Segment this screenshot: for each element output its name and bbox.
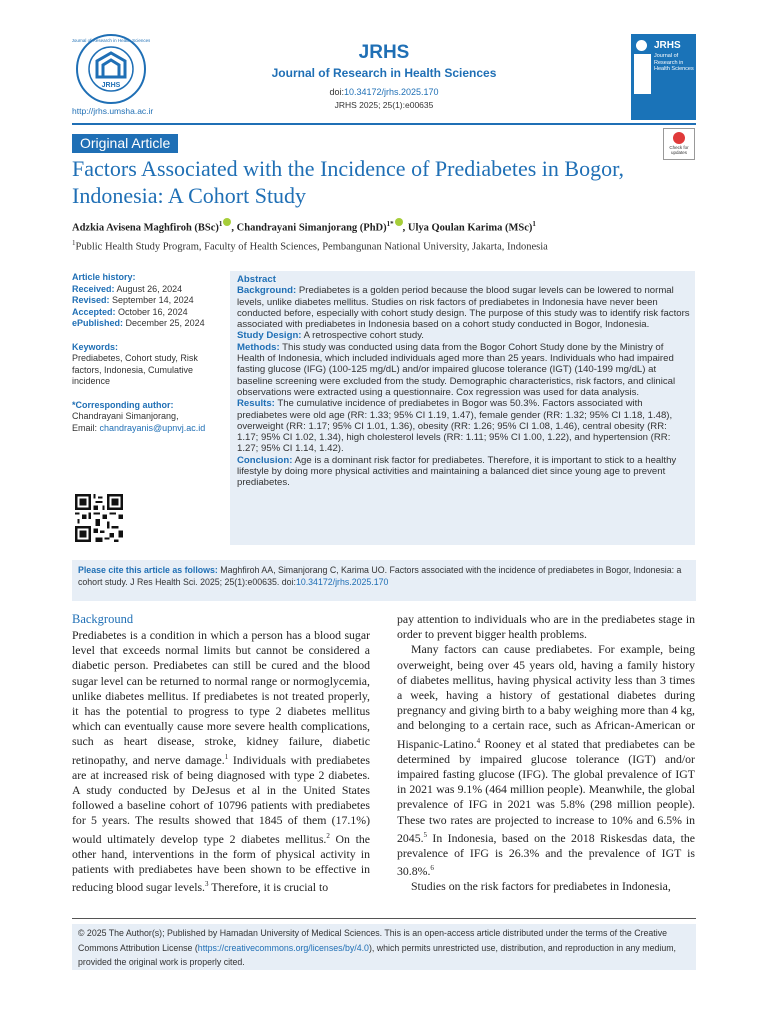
header-divider xyxy=(72,123,696,125)
keywords-heading: Keywords: xyxy=(72,341,119,352)
history-heading: Article history: xyxy=(72,272,136,282)
article-info-column xyxy=(72,272,222,434)
logo-text: JRHS xyxy=(101,82,121,89)
body-paragraph: Studies on the risk factors for prediabetes in Indonesia, xyxy=(411,879,671,894)
check-updates-label: Check for updates xyxy=(669,145,689,155)
corresponding-email-row: Email: chandrayanis@upnvj.ac.id xyxy=(72,422,206,433)
orcid-icon[interactable] xyxy=(395,218,403,226)
reference-marker[interactable]: 4 xyxy=(476,736,481,745)
affiliation xyxy=(72,239,692,253)
reference-marker[interactable]: 3 xyxy=(205,880,209,889)
author-3: , Ulya Qoulan Karima (MSc) xyxy=(402,222,533,234)
author-2-affil: 1* xyxy=(386,220,394,228)
abstract-conclusion: Conclusion: Age is a dominant risk factor for prediabetes. Therefore, it is important to stick to a healthy lifestyle by doing more physical activities and maintaining a balanced diet since young age to prevent prediabetes. xyxy=(237,454,677,489)
author-1: Adzkia Avisena Maghfiroh (BSc) xyxy=(72,222,219,234)
doi-prefix: doi: xyxy=(329,87,344,97)
body-paragraph: Many factors can cause prediabetes. For example, being overweight, being over 45 years old, having a family history of diabetes mellitus, having physical activity less than 3 times a week, having a history of gestational diabetes during pregnancy and giving birth to a baby weighing more than 4 kg, and belonging to a certain race, such as African-American or Hispanic-Latino.$^4$ Rooney et al stated that prediabetes can be determined by impaired glucose tolerance (IGT) and/or impaired fasting glucose (IFG). The global prevalence of IGT in 2021 was 9.1% (464 million people). Meanwhile, the global prevalence of IFG in 2021 was 5.8% (298 million people). These two rates are projected to increase to 10% and 6.5% in 2045.$^5$ In Indonesia, based on the 2018 Riskesdas data, the prevalence of IFG is 26.3% and the prevalence of IGT is 30.8%.$^6$ xyxy=(397,642,695,879)
journal-name: Journal of Research in Health Sciences xyxy=(271,66,497,80)
affiliation-text: Public Health Study Program, Faculty of Health Sciences, Pembangunan National University, Jakarta, Indonesia xyxy=(75,241,548,253)
revised-row: Revised: September 14, 2024 xyxy=(72,295,194,305)
affiliation-number: 1 xyxy=(72,239,76,247)
reference-marker[interactable]: 1 xyxy=(224,752,229,761)
article-title: Factors Associated with the Incidence of Prediabetes in Bogor, Indonesia: A Cohort Study xyxy=(72,156,625,208)
logo-ring-text: Journal of Research in Health Sciences xyxy=(72,38,150,43)
abstract-methods: Methods: This study was conducted using data from the Bogor Cohort Study done by the Ministry of Health of Indonesia, which included individuals aged more than 25 years. Individuals who had impaired fasting glucose (IFG) (100-125 mg/dL) and/or impaired glucose tolerance (IGT) (140-199 mg/dL) at baseline screening were excluded from the study. Demographic characteristics, risk factors, and clinical observations were extracted using a questionnaire. Cox regression was used for data analysis. xyxy=(237,341,676,398)
citation-doi-link[interactable]: 10.34172/jrhs.2025.170 xyxy=(295,577,389,587)
reference-marker[interactable]: 5 xyxy=(423,830,428,839)
qr-code-icon[interactable] xyxy=(75,494,123,542)
article-type-badge: Original Article xyxy=(72,134,178,153)
journal-citation-line: JRHS 2025; 25(1):e00635 xyxy=(334,100,434,110)
check-updates-icon xyxy=(673,132,685,144)
cover-strip xyxy=(634,54,651,94)
body-column-right xyxy=(397,612,695,894)
author-1-affil: 1 xyxy=(218,220,223,228)
reference-marker[interactable]: 6 xyxy=(430,864,434,873)
email-link[interactable]: chandrayanis@upnvj.ac.id xyxy=(99,422,206,433)
epublished-row: ePublished: December 25, 2024 xyxy=(72,318,205,328)
journal-cover-thumbnail xyxy=(631,34,696,120)
keywords-text: Prediabetes, Cohort study, Risk factors, Indonesia, Cumulative incidence xyxy=(72,353,198,386)
accepted-row: Accepted: October 16, 2024 xyxy=(72,306,188,317)
footer-divider xyxy=(72,918,696,919)
corresponding-heading: *Corresponding author: xyxy=(72,399,174,410)
citation-label: Please cite this article as follows: xyxy=(78,565,218,575)
abstract-design: Study Design: A retrospective cohort study. xyxy=(237,330,424,342)
received-row: Received: August 26, 2024 xyxy=(72,283,183,294)
citation-text: Please cite this article as follows: Maghfiroh AA, Simanjorang C, Karima UO. Factors associated with the incidence of prediabetes in Bogor, Indonesia: a cohort study. J Res Health Sci. 2025; 25(1):e00635. doi:10.34172/jrhs.2025.170 xyxy=(78,565,682,587)
reference-marker[interactable]: 2 xyxy=(326,831,330,840)
body-paragraph: Prediabetes is a condition in which a person has a blood sugar level that exceeds normal limits but cannot be considered a diabetic person. Prediabetes can still be cured and the blood sugar level can be returned to normal range or normoglycemia, unlike diabetes mellitus. If prediabetes is not treated properly, it has the potential to progress to type 2 diabetes mellitus which can eventually cause more severe health complications, such as heart disease, stroke, kidney failure, diabetic retinopathy, and nerve damage.$^1$ Individuals with prediabetes are at increased risk of being diagnosed with type 2 diabetes. A study conducted by DeJesus et al in the United States followed a baseline cohort of 10796 patients with prediabetes for 5 years. The results showed that 1845 of them (17.1%) would ultimately develop type 2 diabetes mellitus.$^2$ On the other hand, interventions in the form of physical activity in patients with prediabetes have been shown to be effective in reducing blood sugar levels.$^3$ Therefore, it is crucial to xyxy=(72,628,370,895)
body-column-left xyxy=(72,628,370,895)
corresponding-name: Chandrayani Simanjorang, xyxy=(72,411,179,421)
cover-title: JRHS xyxy=(654,40,681,51)
abstract xyxy=(237,274,690,489)
license-link[interactable]: https://creativecommons.org/licenses/by/4.0 xyxy=(197,942,369,953)
abstract-background: Background: Prediabetes is a golden period because the blood sugar levels can be lowered to normal levels, unlike diabetes mellitus. Studies on risk factors of prediabetes in Indonesia have never been conducted before, especially with cohort study design. The purpose of this study was to identify risk factors associated with prediabetes in Indonesia based on a cohort study conducted in Bogor, Indonesia. xyxy=(237,285,690,331)
journal-abbreviation: JRHS xyxy=(358,42,410,63)
author-3-affil: 1 xyxy=(532,220,536,228)
journal-site-link[interactable]: http://jrhs.umsha.ac.ir xyxy=(72,106,154,116)
abstract-results: Results: The cumulative incidence of prediabetes in Bogor was 50.3%. Factors associated with prediabetes were old age (RR: 1.33; 95% CI 1.19, 1.47), female gender (RR: 1.32; 95% CI 1.18, 1.48), overweight (RR: 1.17; 95% CI 1.01, 1.36), obesity (RR: 1.26; 95% CI 1.08, 1.46), central obesity (RR: 1.17; 95% CI 1.02, 1.34), high cholesterol levels (RR: 1.11; 95% CI 1.00, 1.22), and hypertension (RR: 1.27; 95% CI 1.14, 1.42). xyxy=(237,398,673,455)
cover-emblem-icon xyxy=(636,40,647,51)
license-text: © 2025 The Author(s); Published by Hamadan University of Medical Sciences. This is an open-access article distributed under the terms of the Creative Commons Attribution License (https://creativecommons.org/licenses/by/4.0), which permits unrestricted use, distribution, and reproduction in any medium, provided the original work is properly cited. xyxy=(78,928,676,967)
section-heading-background: Background xyxy=(72,612,134,626)
author-2: , Chandrayani Simanjorang (PhD) xyxy=(231,222,387,234)
body-paragraph: pay attention to individuals who are in the prediabetes stage in order to prevent bigger health problems. xyxy=(397,612,695,642)
cover-subtitle: Journal of Research in Health Sciences xyxy=(654,53,694,72)
doi-link[interactable]: 10.34172/jrhs.2025.170 xyxy=(343,87,439,97)
abstract-heading: Abstract xyxy=(237,274,276,285)
author-list xyxy=(72,218,692,234)
